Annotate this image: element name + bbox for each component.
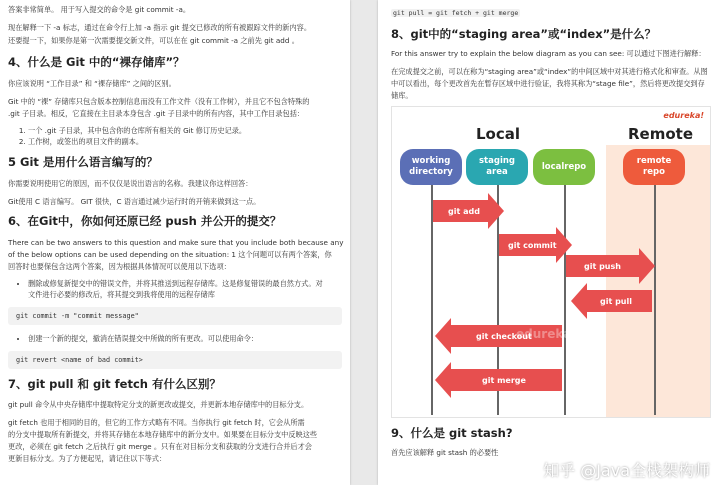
heading-q8: 8、git中的“staging area”或“index”是什么？ [391,27,657,41]
left-document-page [0,0,350,485]
code-block-revert: git revert <name of bad commit> [8,351,342,369]
localrepo-label: localrepo [541,162,587,172]
q6-line-3: 回答时也要保包含这两个答案，因为根据具体情况可以使用以下选项： [8,262,231,271]
q8-line-2: 在完成提交之前，可以在称为“staging area”或“index”的中间区域中对其进行格式化和审查。从图 [391,67,708,76]
git-pull-label: git pull [600,297,632,306]
staging-area-label: staging area [479,156,515,177]
git-push-label: git push [584,262,621,271]
q4-list-item-1: 1. 一个 .git 子目录，其中包含你的仓库所有相关的 Git 修订历史记录。 [28,125,246,136]
q6-bullets-2 [8,333,258,344]
intro-line-1: 答案非常简单。 用于写入提交的命令是 git commit -a。 [8,5,191,14]
q6-bullet-2: • 创建一个新的提交，撤消在错误提交中所做的所有更改。可以使用命令： [28,333,258,344]
top-code-snippet: git pull = git fetch + git merge [393,9,519,17]
q6-line-1: There can be two answers to this question and make sure that you include both because any [8,238,344,247]
remote-label: Remote [628,125,694,143]
heading-q6: 6、在Git中，你如何还原已经 push 并公开的提交？ [8,214,282,228]
git-add-label: git add [448,207,480,216]
zhihu-watermark: 知乎 @Java全栈架构师 [543,461,710,480]
q4-line-3: .git 子目录。相反，它直接在主目录本身包含 .git 子目录中的所有内容，其中工作目录包括： [8,109,305,118]
q4-line-1: 你应该说明 “工作目录” 和 “裸存储库” 之间的区别。 [8,79,176,88]
intro-line-2: 现在解释一下 -a 标志，通过在命令行上加 -a 指示 git 提交已修改的所有被跟踪文件的新内容。 [8,23,312,32]
q7-line-4: 更改，必须在 git fetch 之后执行 git merge 。只有在对目标分支和获取的分支进行合并后才会 [8,442,312,451]
git-workflow-diagram [391,106,711,418]
q7-line-3: 的分支中提取所有新提交，并将其存储在本地存储库中的新分支中。如果要在目标分支中反映这些 [8,430,318,439]
q5-line-2: Git使用 C 语言编写。 GIT 很快，C 语言通过减少运行时的开销来做到这一点。 [8,197,261,206]
right-document-page [378,0,720,485]
q8-line-3: 中可以看出，每个更改首先在暂存区域中进行验证，我将其称为“stage file”，然后将更改提交到存 [391,79,705,88]
git-checkout-label: git checkout [476,332,532,341]
arrow-layer [392,107,710,417]
git-merge-label: git merge [482,376,526,385]
git-commit-label: git commit [508,241,557,250]
remote-repo-label: remote repo [636,156,672,177]
working-directory-label: working directory [409,156,453,177]
q6-line-2: of the below options can be used depending on the situation: 1 这个问题可以有两个答案，你 [8,250,332,259]
code-block-commit: git commit -m "commit message" [8,307,342,325]
local-label: Local [476,125,521,143]
q6-bullets-1 [8,278,323,300]
heading-q4: 4、什么是 Git 中的“裸存储库”？ [8,55,185,69]
q6-bullet-1-line-b: 文件进行必要的修改后，将其提交到我将使用的远程存储库 [28,290,215,299]
edureka-logo: edureka! [663,111,704,120]
q6-bullet-1-line-a: 删除或修复新提交中的错误文件，并将其推送到远程存储库。这是修复错误的最自然方式。对 [28,279,323,288]
q7-line-2: git fetch 也用于相同的目的，但它的工作方式略有不同。当你执行 git fetch 时，它会从所需 [8,418,305,427]
q5-line-1: 你需要说明使用它的原因，而不仅仅是说出语言的名称。我建议你这样回答： [8,179,253,188]
q9-line-1: 首先应该解释 git stash 的必要性 [391,448,499,457]
q8-line-4: 储库。 [391,91,413,100]
q7-line-1: git pull 命令从中央存储库中提取特定分支的新更改或提交，并更新本地存储库中的目标分支。 [8,400,309,409]
heading-q5: 5 Git 是用什么语言编写的？ [8,155,158,169]
q6-bullet-1 [28,278,323,300]
heading-q9: 9、什么是 git stash? [391,426,513,440]
intro-line-3: 还要提一下，如果你是第一次需要提交新文件，可以在在 git commit -a 之前先 git add 。 [8,36,299,45]
q7-line-5: 更新目标分支。为了方便起见，请记住以下等式： [8,454,167,463]
heading-q7: 7、git pull 和 git fetch 有什么区别？ [8,377,221,391]
q8-line-1: For this answer try to explain the below diagram as you can see: 可以通过下图进行解释： [391,49,706,58]
q4-list-item-2: 2. 工作树，或签出的项目文件的副本。 [28,136,246,147]
q4-list [8,125,246,147]
diagram-watermark: edureka! [516,327,577,341]
q4-line-2: Git 中的 “裸” 存储库只包含版本控制信息而没有工作文件（没有工作树），并且它不包含特殊的 [8,97,310,106]
